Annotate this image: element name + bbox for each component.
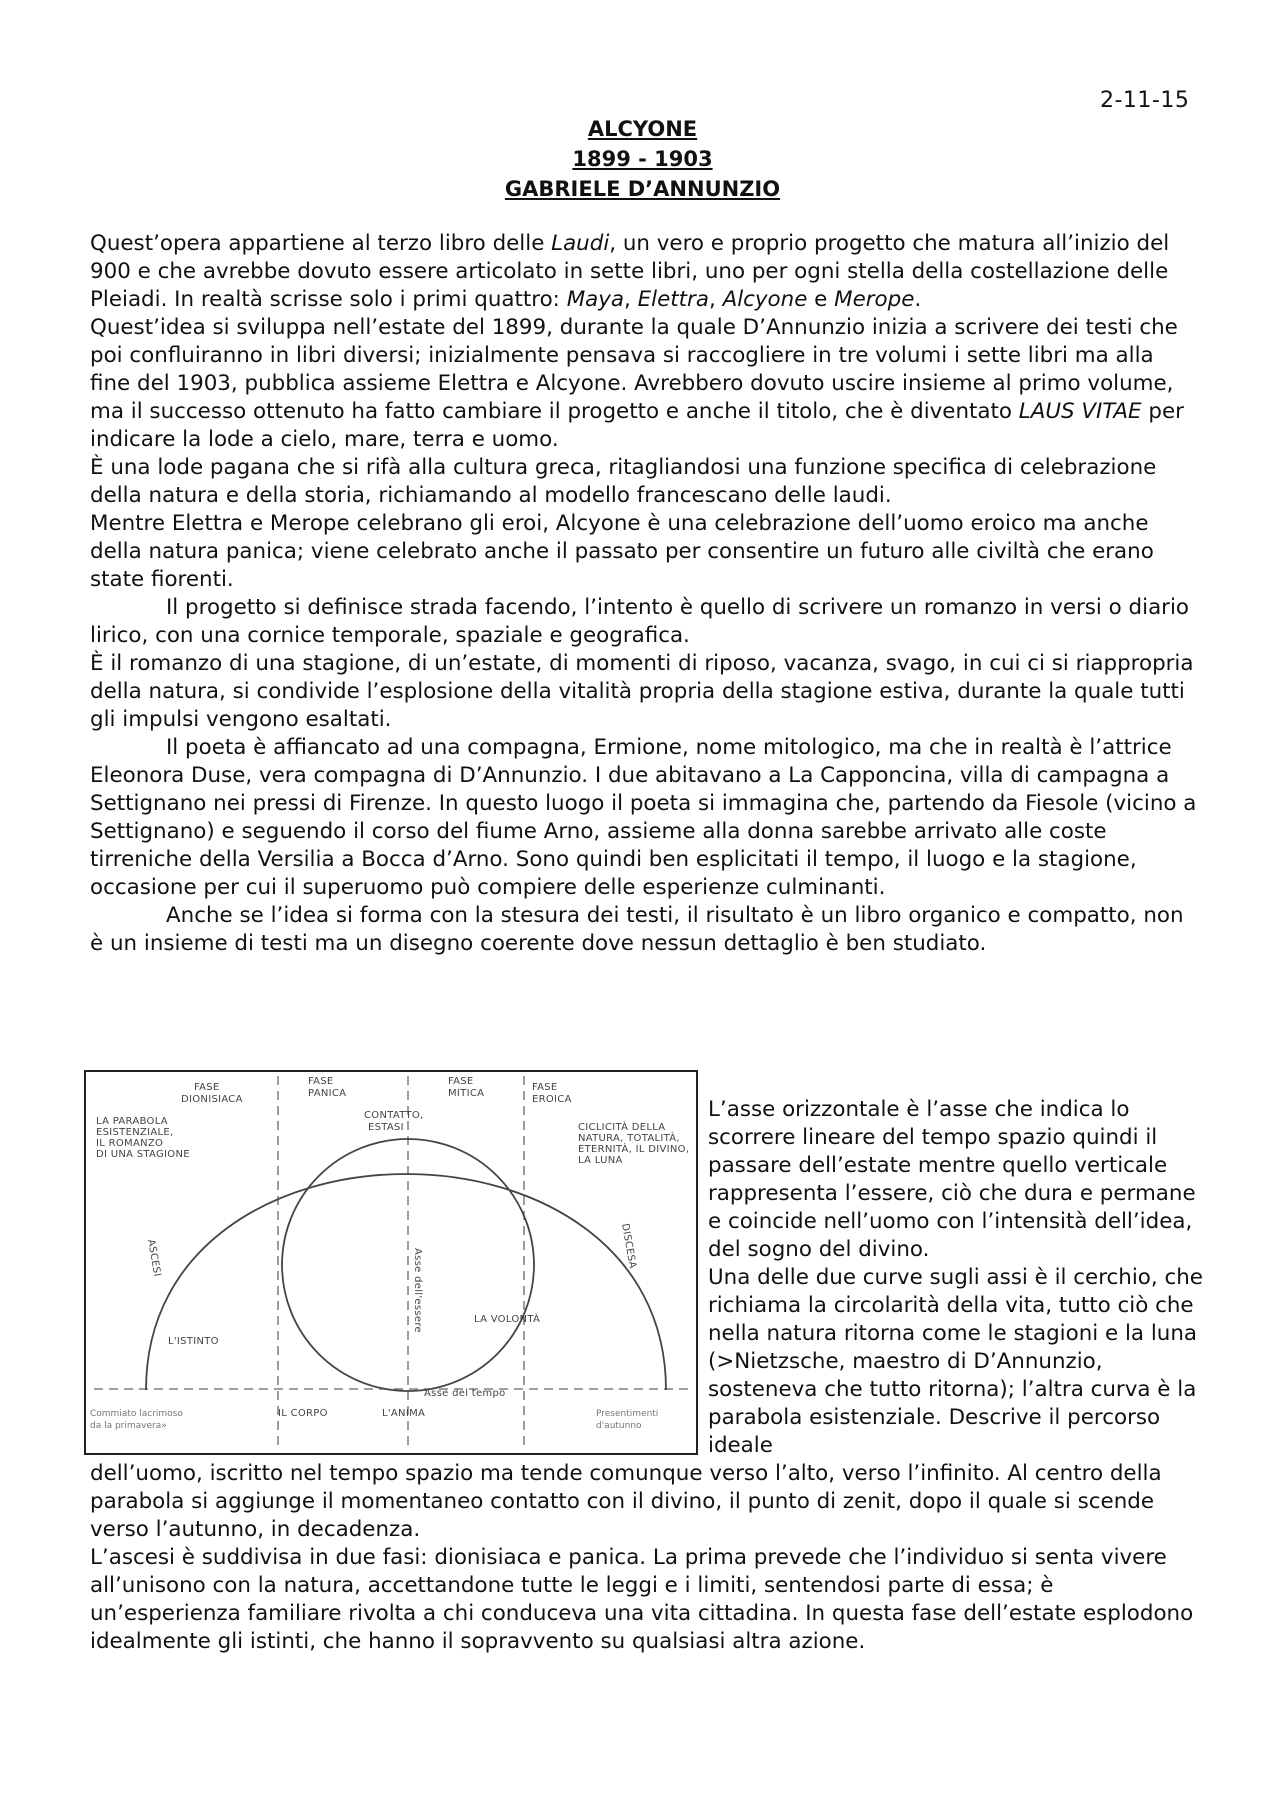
label-contatto: CONTATTO, [364,1110,424,1121]
label-commiato: da la primavera» [90,1421,167,1431]
author: GABRIELE D’ANNUNZIO [504,177,781,201]
label-fase-panica: PANICA [308,1088,347,1099]
paragraph: Una delle due curve sugli assi è il cerchio, che richiama la circolarità della vita, tutto ciò che nella natura ritorna come le stagioni e la luna (>Nietzsche, maestro di D’Annunzio, sosteneva che tutto ritorna); l’altra curva è la parabola esistenziale. Descrive il percorso ideale [708,1265,1203,1458]
label-presentimenti: d'autunno [596,1421,642,1431]
label-parabola: DI UNA STAGIONE [96,1149,190,1160]
years: 1899 - 1903 [572,147,713,171]
label-ciclicita: NATURA, TOTALITÀ, [578,1133,680,1144]
label-commiato: Commiato lacrimoso [90,1409,183,1419]
label-fase-mitica: MITICA [448,1088,485,1099]
label-discesa: DISCESA [619,1222,638,1270]
label-parabola: LA PARABOLA [96,1116,168,1127]
paragraph: Quest’idea si sviluppa nell’estate del 1899, durante la quale D’Annunzio inizia a scrivere dei testi che poi confluiranno in libri diversi; inizialmente pensava si raccogliere in tre volumi i sette libri ma alla fine del 1903, pubblica assieme Elettra e Alcyone. Avrebbero dovuto uscire insieme al primo volume, ma il successo ottenuto ha fatto cambiare il progetto e anche il titolo, che è diventato LAUS VITAE per indicare la lode a cielo, mare, terra e uomo. [90,315,1184,452]
label-fase-eroica: EROICA [532,1094,572,1105]
label-asse-essere: Asse dell'essere [412,1248,423,1333]
paragraph: Il progetto si definisce strada facendo, l’intento è quello di scrivere un romanzo in versi o diario lirico, con una cornice temporale, spaziale e geografica. [90,595,1190,648]
label-ciclicita: CICLICITÀ DELLA [578,1122,666,1133]
label-fase-dionisiaca: DIONISIACA [181,1094,243,1105]
paragraph: Il poeta è affiancato ad una compagna, Ermione, nome mitologico, ma che in realtà è l’attrice Eleonora Duse, vera compagna di D’Annunzio. I due abitavano a La Capponcina, villa di campagna a Settignano nei pressi di Firenze. In questo luogo il poeta si immagina che, partendo da Fiesole (vicino a Settignano) e seguendo il corso del fiume Arno, assieme alla donna sarebbe arrivato alle coste tirreniche della Versilia a Bocca d’Arno. Sono quindi ben esplicitati il tempo, il luogo e la stagione, occasione per cui il superuomo può compiere delle esperienze culminanti. [90,735,1197,900]
label-fase-dionisiaca: FASE [194,1082,220,1093]
date: 2-11-15 [1100,88,1190,113]
parabola-diagram [84,1070,698,1455]
paragraph: È il romanzo di una stagione, di un’estate, di momenti di riposo, vacanza, svago, in cui ci si riappropria della natura, si condivide l’esplosione della vitalità propria della stagione estiva, durante la quale tutti gli impulsi vengono esaltati. [90,651,1194,732]
paragraph: Quest’opera appartiene al terzo libro delle Laudi, un vero e proprio progetto che matura all’inizio del 900 e che avrebbe dovuto essere articolato in sette libri, uno per ogni stella della costellazione delle Pleiadi. In realtà scrisse solo i primi quattro: Maya, Elettra, Alcyone e Merope. [90,231,1170,312]
paragraph: L’asse orizzontale è l’asse che indica lo scorrere lineare del tempo spazio quindi il passare dell’estate mentre quello verticale rappresenta l’essere, ciò che dura e permane e coincide nell’uomo con l’intensità dell’idea, del sogno del divino. [708,1097,1196,1262]
side-text [708,1096,1208,1460]
label-ascesi: ASCESI [145,1238,163,1278]
label-fase-mitica: FASE [448,1076,474,1087]
paragraph: Anche se l’idea si forma con la stesura dei testi, il risultato è un libro organico e compatto, non è un insieme di testi ma un disegno coerente dove nessun dettaglio è ben studiato. [90,903,1184,956]
label-parabola: ESISTENZIALE, [96,1127,174,1138]
paragraph: Mentre Elettra e Merope celebrano gli eroi, Alcyone è una celebrazione dell’uomo eroico ma anche della natura panica; viene celebrato anche il passato per consentire un futuro alle civiltà che erano state fiorenti. [90,511,1154,592]
paragraph: dell’uomo, iscritto nel tempo spazio ma tende comunque verso l’alto, verso l’infinito. Al centro della parabola si aggiunge il momentaneo contatto con il divino, il punto di zenit, dopo il quale si scende verso l’autunno, in decadenza. [90,1461,1162,1542]
label-istinto: L'ISTINTO [168,1336,219,1347]
label-contatto: ESTASI [368,1122,404,1133]
main-text [90,230,1200,958]
label-fase-panica: FASE [308,1076,334,1087]
diagram-svg [86,1072,696,1453]
paragraph: L’ascesi è suddivisa in due fasi: dionisiaca e panica. La prima prevede che l’individuo si senta vivere all’unisono con la natura, accettandone tutte le leggi e i limiti, sentendosi parte di essa; è un’esperienza familiare rivolta a chi conduceva una vita cittadina. In questa fase dell’estate esplodono idealmente gli istinti, che hanno il sopravvento su qualsiasi altra azione. [90,1545,1194,1654]
label-presentimenti: Presentimenti [596,1409,659,1419]
title-block [0,114,1280,204]
label-fase-eroica: FASE [532,1082,558,1093]
label-ciclicita: LA LUNA [578,1155,623,1166]
label-asse-tempo: Asse del tempo [424,1388,506,1399]
label-ciclicita: ETERNITÀ, IL DIVINO, [578,1144,690,1155]
continued-text [90,1460,1200,1656]
label-corpo: IL CORPO [278,1408,328,1419]
label-anima: L'ANIMA [382,1408,426,1419]
paragraph: È una lode pagana che si rifà alla cultura greca, ritagliandosi una funzione specifica di celebrazione della natura e della storia, richiamando al modello francescano delle laudi. [90,455,1157,508]
label-parabola: IL ROMANZO [96,1138,164,1149]
existential-parabola [146,1174,666,1390]
title: ALCYONE [587,117,698,141]
label-volonta: LA VOLONTÀ [474,1314,541,1325]
